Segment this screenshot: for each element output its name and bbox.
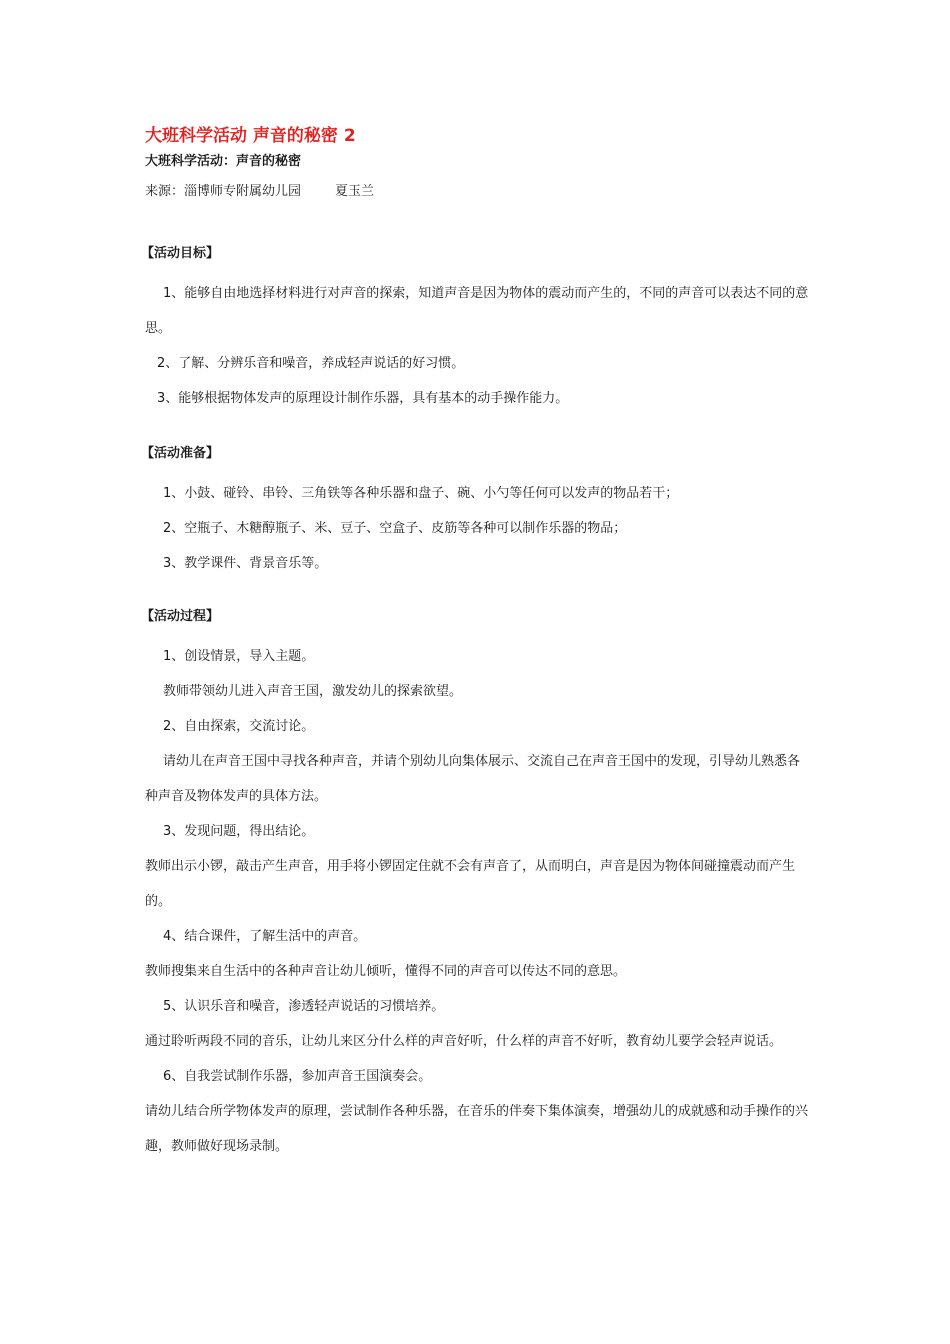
process-step-text: 教师搜集来自生活中的各种声音让幼儿倾听，懂得不同的声音可以传达不同的意思。: [145, 964, 627, 979]
source-label: 来源：淄博师专附属幼儿园: [145, 184, 302, 199]
source-line: [145, 180, 810, 204]
process-step-text: 通过聆听两段不同的音乐，让幼儿来区分什么样的声音好听，什么样的声音不好听，教育幼儿要学会轻声说话。: [145, 1034, 783, 1049]
process-heading: 【活动过程】: [141, 609, 220, 624]
process-step-text: 教师带领幼儿进入声音王国，激发幼儿的探索欲望。: [163, 684, 463, 699]
process-step-title: 5、认识乐音和噪音，渗透轻声说话的习惯培养。: [163, 999, 445, 1014]
preparation-item: 3、教学课件、背景音乐等。: [163, 556, 328, 571]
goal-item: 3、能够根据物体发声的原理设计制作乐器，具有基本的动手操作能力。: [157, 391, 569, 406]
process-step-text: 请幼儿在声音王国中寻找各种声音，并请个别幼儿向集体展示、交流自己在声音王国中的发现，引导幼儿熟悉各种声音及物体发声的具体方法。: [145, 754, 801, 804]
preparation-item: 1、小鼓、碰铃、串铃、三角铁等各种乐器和盘子、碗、小勺等任何可以发声的物品若干；: [163, 486, 679, 501]
goal-item: 1、能够自由地选择材料进行对声音的探索，知道声音是因为物体的震动而产生的，不同的声音可以表达不同的意思。: [145, 286, 809, 336]
process-step-title: 1、创设情景，导入主题。: [163, 649, 315, 664]
document-title: 大班科学活动 声音的秘密 2: [145, 126, 356, 146]
process-step-text: 请幼儿结合所学物体发声的原理，尝试制作各种乐器，在音乐的伴奏下集体演奏，增强幼儿的成就感和动手操作的兴趣，教师做好现场录制。: [145, 1104, 809, 1154]
process-step-text: 教师出示小锣，敲击产生声音，用手将小锣固定住就不会有声音了，从而明白，声音是因为物体间碰撞震动而产生的。: [145, 859, 796, 909]
process-step-title: 6、自我尝试制作乐器，参加声音王国演奏会。: [163, 1069, 432, 1084]
process-step-title: 4、结合课件，了解生活中的声音。: [163, 929, 367, 944]
document-subtitle: 大班科学活动：声音的秘密: [145, 154, 302, 169]
goals-heading: 【活动目标】: [141, 246, 220, 261]
process-step-title: 2、自由探索，交流讨论。: [163, 719, 315, 734]
process-step-title: 3、发现问题，得出结论。: [163, 824, 315, 839]
source-author: 夏玉兰: [335, 184, 375, 199]
document-page: [141, 122, 810, 1164]
goal-item: 2、了解、分辨乐音和噪音，养成轻声说话的好习惯。: [157, 356, 465, 371]
preparation-heading: 【活动准备】: [141, 446, 220, 461]
preparation-item: 2、空瓶子、木糖醇瓶子、米、豆子、空盒子、皮筋等各种可以制作乐器的物品；: [163, 521, 627, 536]
